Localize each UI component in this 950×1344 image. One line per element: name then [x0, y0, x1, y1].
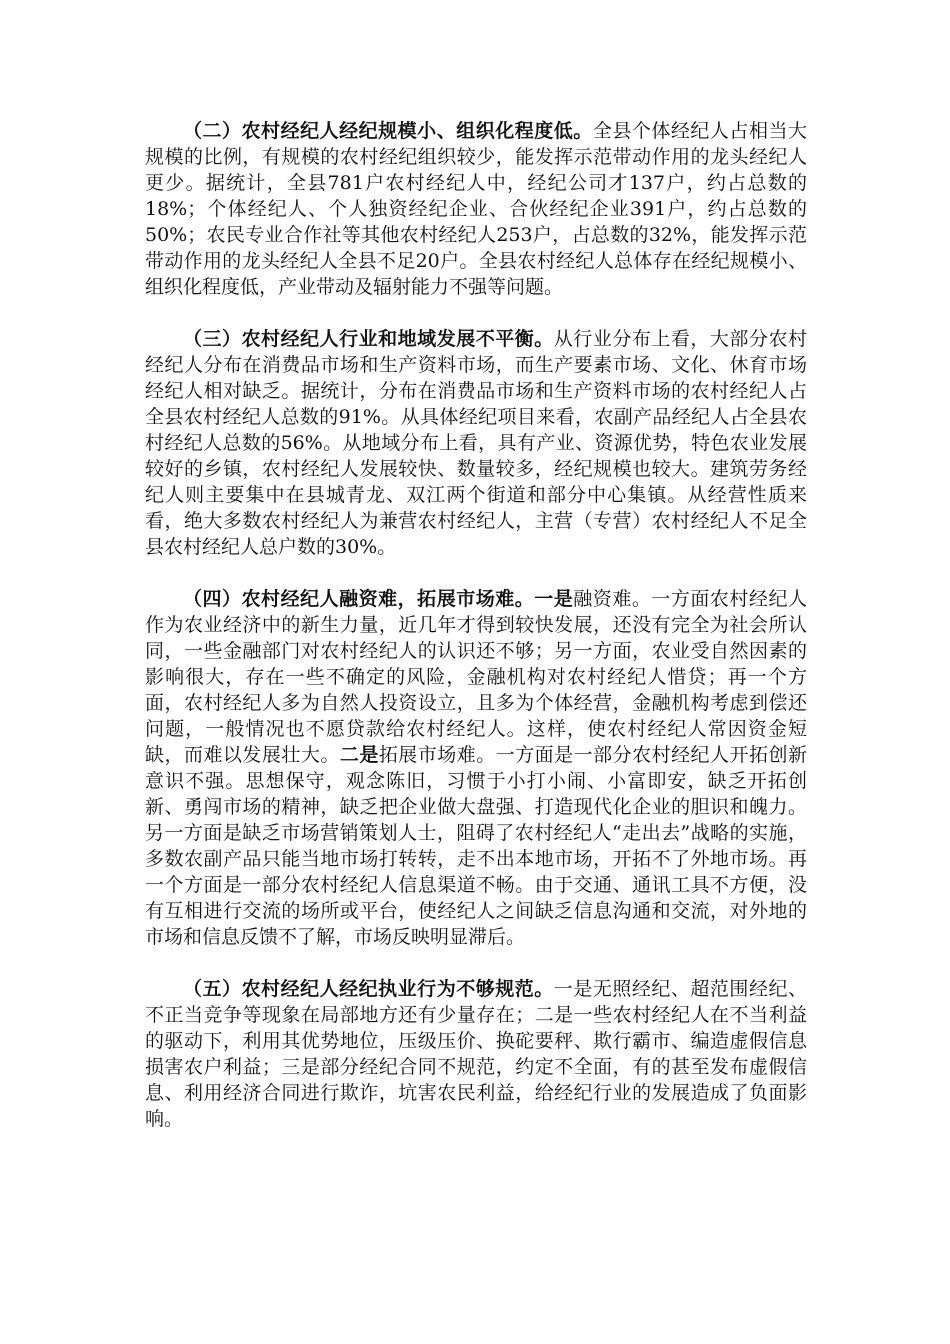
paragraph-imbalance [145, 326, 807, 560]
paragraph-heading: （四）农村经纪人融资难，拓展市场难。 [183, 588, 535, 610]
paragraph-financing [145, 586, 807, 950]
paragraph-heading: （五）农村经纪人经纪执业行为不够规范。 [183, 978, 554, 1000]
paragraph-heading: （二）农村经纪人经纪规模小、组织化程度低。 [183, 120, 593, 142]
paragraph-body: 拓展市场难。一方面是一部分农村经纪人开拓创新意识不强。思想保守，观念陈旧，习惯于小打小闹、小富即安，缺乏开拓创新、勇闯市场的精神，缺乏把企业做大盘强、打造现代化企业的胆识和魄力。另一方面是缺乏市场营销策划人士，阻碍了农村经纪人“走出去”战略的实施，多数农副产品只能当地市场打转转，走不出本地市场，开拓不了外地市场。再一个方面是一部分农村经纪人信息渠道不畅。由于交通、通讯工具不方便，没有互相进行交流的场所或平台，使经纪人之间缺乏信息沟通和交流，对外地的市场和信息反馈不了解，市场反映明显滞后。 [145, 744, 807, 948]
emphasis-first: 一是 [534, 588, 574, 610]
paragraph-conduct [145, 976, 807, 1132]
paragraph-body: 融资难。一方面农村经纪人作为农业经济中的新生力量，近几年才得到较快发展，还没有完全为社会所认同，一些金融部门对农村经纪人的认识还不够；另一方面，农业受自然因素的影响很大，存在一些不确定的风险，金融机构对农村经纪人惜贷；再一个方面，农村经纪人多为自然人投资设立，且多为个体经营，金融机构考虑到偿还问题，一般情况也不愿贷款给农村经纪人。这样，使农村经纪人常因资金短缺，而难以发展壮大。 [145, 588, 807, 766]
paragraph-body: 全县个体经纪人占相当大规模的比例，有规模的农村经纪组织较少，能发挥示范带动作用的龙头经纪人更少。据统计，全县781户农村经纪人中，经纪公司才137户，约占总数的18%；个体经纪人、个人独资经纪企业、合伙经纪企业391户，约占总数的50%；农民专业合作社等其他农村经纪人253户，占总数的32%，能发挥示范带动作用的龙头经纪人全县不足20户。全县农村经纪人总体存在经纪规模小、组织化程度低，产业带动及辐射能力不强等问题。 [145, 120, 807, 298]
paragraph-body: 从行业分布上看，大部分农村经纪人分布在消费品市场和生产资料市场，而生产要素市场、文化、休育市场经纪人相对缺乏。据统计，分布在消费品市场和生产资料市场的农村经纪人占全县农村经纪人总数的91%。从具体经纪项目来看，农副产品经纪人占全县农村经纪人总数的56%。从地域分布上看，具有产业、资源优势，特色农业发展较好的乡镇，农村经纪人发展较快、数量较多，经纪规模也较大。建筑劳务经纪人则主要集中在县城青龙、双江两个街道和部分中心集镇。从经营性质来看，绝大多数农村经纪人为兼营农村经纪人，主营（专营）农村经纪人不足全县农村经纪人总户数的30%。 [145, 328, 807, 558]
emphasis-second: 二是 [339, 744, 379, 766]
paragraph-scale [145, 118, 807, 300]
paragraph-body: 一是无照经纪、超范围经纪、不正当竞争等现象在局部地方还有少量存在；二是一些农村经纪人在不当利益的驱动下，利用其优势地位，压级压价、换砣要秤、欺行霸市、编造虚假信息损害农户利益；三是部分经纪合同不规范，约定不全面，有的甚至发布虚假信息、利用经济合同进行欺诈，坑害农民利益，给经纪行业的发展造成了负面影响。 [145, 978, 807, 1130]
document-page [145, 118, 807, 1132]
paragraph-heading: （三）农村经纪人行业和地域发展不平衡。 [183, 328, 554, 350]
